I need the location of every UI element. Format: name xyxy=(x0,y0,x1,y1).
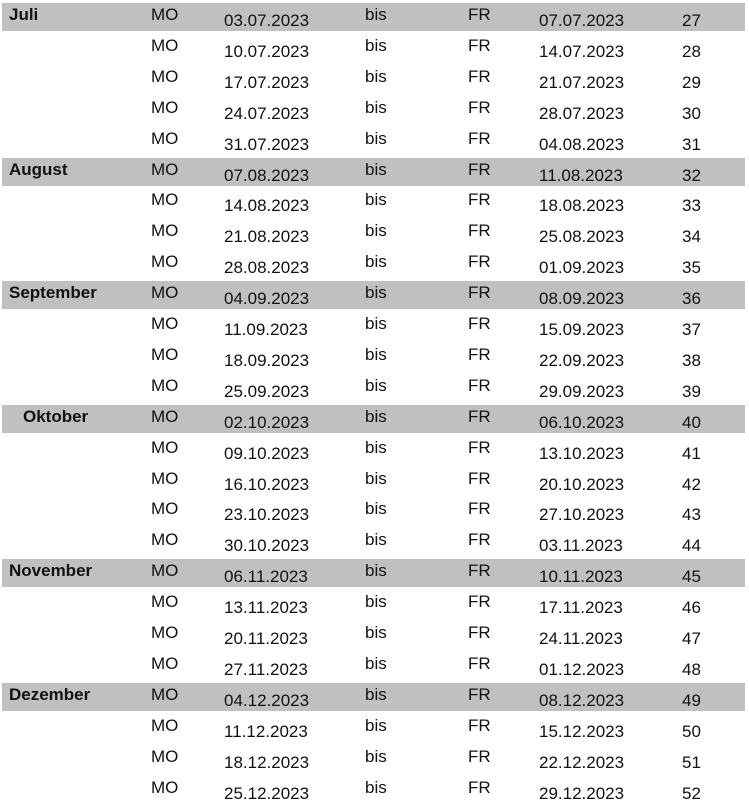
range-separator: bis xyxy=(365,715,387,735)
end-weekday: FR xyxy=(468,190,491,210)
week-number: 44 xyxy=(682,536,701,556)
range-separator: bis xyxy=(365,344,387,364)
week-row xyxy=(0,587,749,618)
start-weekday: MO xyxy=(151,283,179,303)
range-separator: bis xyxy=(365,97,387,117)
end-weekday: FR xyxy=(468,561,491,581)
end-weekday: FR xyxy=(468,252,491,272)
week-row xyxy=(0,124,749,155)
end-date: 03.11.2023 xyxy=(539,536,623,556)
end-date: 08.09.2023 xyxy=(539,289,625,309)
end-date: 13.10.2023 xyxy=(539,443,625,463)
start-date: 03.07.2023 xyxy=(224,11,310,30)
start-weekday: MO xyxy=(151,684,179,704)
range-separator: bis xyxy=(365,159,387,179)
start-date: 14.08.2023 xyxy=(224,196,310,216)
start-weekday: MO xyxy=(151,561,179,581)
end-weekday: FR xyxy=(468,66,491,86)
week-row xyxy=(0,185,749,216)
end-date: 17.11.2023 xyxy=(539,598,623,618)
month-label: November xyxy=(9,561,93,581)
week-row xyxy=(0,649,749,680)
start-date: 16.10.2023 xyxy=(224,474,310,494)
end-weekday: FR xyxy=(468,499,491,519)
range-separator: bis xyxy=(365,777,387,797)
week-row xyxy=(0,433,749,464)
range-separator: bis xyxy=(365,66,387,86)
week-row xyxy=(0,340,749,371)
start-date: 06.11.2023 xyxy=(224,567,308,587)
start-weekday: MO xyxy=(151,221,179,241)
week-row xyxy=(0,371,749,402)
end-date: 20.10.2023 xyxy=(539,474,625,494)
week-number: 45 xyxy=(682,567,701,587)
month-header-row xyxy=(0,278,749,309)
start-weekday: MO xyxy=(151,252,179,272)
week-row xyxy=(0,742,749,773)
start-weekday: MO xyxy=(151,406,179,426)
start-weekday: MO xyxy=(151,66,179,86)
week-number: 42 xyxy=(682,474,701,494)
range-separator: bis xyxy=(365,252,387,272)
start-date: 20.11.2023 xyxy=(224,629,308,648)
start-date: 11.12.2023 xyxy=(224,721,308,741)
start-weekday: MO xyxy=(151,375,179,395)
range-separator: bis xyxy=(365,283,387,303)
week-number: 30 xyxy=(682,103,701,123)
end-weekday: FR xyxy=(468,530,491,550)
week-number: 35 xyxy=(682,258,701,278)
start-date: 18.12.2023 xyxy=(224,752,310,772)
week-number: 47 xyxy=(682,629,701,648)
end-weekday: FR xyxy=(468,159,491,179)
end-weekday: FR xyxy=(468,35,491,55)
week-number: 28 xyxy=(682,41,701,61)
month-header-row xyxy=(0,680,749,711)
end-date: 29.09.2023 xyxy=(539,381,625,401)
range-separator: bis xyxy=(365,561,387,581)
start-weekday: MO xyxy=(151,5,179,24)
week-row xyxy=(0,525,749,556)
start-date: 27.11.2023 xyxy=(224,659,308,679)
end-date: 06.10.2023 xyxy=(539,412,625,432)
start-weekday: MO xyxy=(151,437,179,457)
week-number: 49 xyxy=(682,690,701,710)
start-date: 23.10.2023 xyxy=(224,505,310,525)
end-date: 29.12.2023 xyxy=(539,783,625,803)
range-separator: bis xyxy=(365,746,387,766)
end-weekday: FR xyxy=(468,684,491,704)
month-label: August xyxy=(9,159,68,179)
month-header-row xyxy=(0,0,749,31)
week-number: 46 xyxy=(682,598,701,618)
end-weekday: FR xyxy=(468,314,491,333)
end-date: 07.07.2023 xyxy=(539,11,625,30)
range-separator: bis xyxy=(365,530,387,550)
range-separator: bis xyxy=(365,653,387,673)
start-date: 31.07.2023 xyxy=(224,134,310,154)
range-separator: bis xyxy=(365,623,387,642)
end-date: 22.12.2023 xyxy=(539,752,625,772)
week-number: 37 xyxy=(682,320,701,339)
range-separator: bis xyxy=(365,190,387,210)
range-separator: bis xyxy=(365,684,387,704)
start-weekday: MO xyxy=(151,344,179,364)
month-header-row xyxy=(0,402,749,433)
start-date: 18.09.2023 xyxy=(224,350,310,370)
end-weekday: FR xyxy=(468,592,491,612)
month-header-row xyxy=(0,155,749,186)
end-date: 15.09.2023 xyxy=(539,320,625,339)
week-row xyxy=(0,711,749,742)
week-row xyxy=(0,464,749,495)
end-weekday: FR xyxy=(468,283,491,303)
range-separator: bis xyxy=(365,437,387,457)
week-row xyxy=(0,62,749,93)
start-date: 04.12.2023 xyxy=(224,690,310,710)
start-weekday: MO xyxy=(151,653,179,673)
end-weekday: FR xyxy=(468,406,491,426)
end-date: 04.08.2023 xyxy=(539,134,625,154)
end-weekday: FR xyxy=(468,221,491,241)
end-weekday: FR xyxy=(468,437,491,457)
range-separator: bis xyxy=(365,592,387,612)
end-date: 01.12.2023 xyxy=(539,659,625,679)
range-separator: bis xyxy=(365,406,387,426)
range-separator: bis xyxy=(365,468,387,488)
end-weekday: FR xyxy=(468,746,491,766)
range-separator: bis xyxy=(365,314,387,333)
start-date: 10.07.2023 xyxy=(224,41,310,61)
end-date: 27.10.2023 xyxy=(539,505,625,525)
range-separator: bis xyxy=(365,35,387,55)
week-row xyxy=(0,618,749,649)
start-weekday: MO xyxy=(151,746,179,766)
week-row xyxy=(0,773,749,804)
start-date: 11.09.2023 xyxy=(224,320,308,339)
start-date: 04.09.2023 xyxy=(224,289,310,309)
end-date: 22.09.2023 xyxy=(539,350,625,370)
start-date: 25.12.2023 xyxy=(224,783,310,803)
week-number: 51 xyxy=(682,752,701,772)
week-number: 29 xyxy=(682,72,701,92)
end-date: 10.11.2023 xyxy=(539,567,623,587)
start-weekday: MO xyxy=(151,314,179,333)
end-weekday: FR xyxy=(468,715,491,735)
month-label: Oktober xyxy=(23,406,89,426)
week-number: 39 xyxy=(682,381,701,401)
week-number: 43 xyxy=(682,505,701,525)
start-date: 02.10.2023 xyxy=(224,412,310,432)
week-row xyxy=(0,93,749,124)
month-header-row xyxy=(0,556,749,587)
week-number: 33 xyxy=(682,196,701,216)
end-date: 08.12.2023 xyxy=(539,690,625,710)
week-number: 41 xyxy=(682,443,701,463)
start-weekday: MO xyxy=(151,623,179,642)
end-weekday: FR xyxy=(468,5,491,24)
week-number: 31 xyxy=(682,134,701,154)
week-row xyxy=(0,494,749,525)
week-number: 27 xyxy=(682,11,701,30)
start-weekday: MO xyxy=(151,715,179,735)
start-date: 24.07.2023 xyxy=(224,103,310,123)
week-number: 40 xyxy=(682,412,701,432)
end-date: 25.08.2023 xyxy=(539,227,625,247)
week-number: 48 xyxy=(682,659,701,679)
start-date: 17.07.2023 xyxy=(224,72,310,92)
week-number: 32 xyxy=(682,165,701,185)
week-number: 38 xyxy=(682,350,701,370)
end-date: 14.07.2023 xyxy=(539,41,625,61)
month-label: Dezember xyxy=(9,684,91,704)
start-date: 30.10.2023 xyxy=(224,536,310,556)
end-weekday: FR xyxy=(468,344,491,364)
end-weekday: FR xyxy=(468,653,491,673)
end-date: 21.07.2023 xyxy=(539,72,625,92)
week-number: 50 xyxy=(682,721,701,741)
week-row xyxy=(0,31,749,62)
start-date: 09.10.2023 xyxy=(224,443,310,463)
week-row xyxy=(0,247,749,278)
month-label: Juli xyxy=(9,5,39,24)
start-weekday: MO xyxy=(151,128,179,148)
start-weekday: MO xyxy=(151,592,179,612)
start-date: 21.08.2023 xyxy=(224,227,310,247)
start-weekday: MO xyxy=(151,468,179,488)
week-number: 34 xyxy=(682,227,701,247)
start-weekday: MO xyxy=(151,159,179,179)
range-separator: bis xyxy=(365,5,387,24)
end-weekday: FR xyxy=(468,128,491,148)
end-date: 24.11.2023 xyxy=(539,629,623,648)
week-row xyxy=(0,216,749,247)
end-date: 28.07.2023 xyxy=(539,103,625,123)
start-date: 13.11.2023 xyxy=(224,598,308,618)
end-weekday: FR xyxy=(468,777,491,797)
end-weekday: FR xyxy=(468,623,491,642)
start-weekday: MO xyxy=(151,190,179,210)
range-separator: bis xyxy=(365,499,387,519)
start-date: 28.08.2023 xyxy=(224,258,310,278)
end-date: 15.12.2023 xyxy=(539,721,625,741)
end-date: 01.09.2023 xyxy=(539,258,625,278)
range-separator: bis xyxy=(365,221,387,241)
month-label: September xyxy=(9,283,97,303)
end-weekday: FR xyxy=(468,97,491,117)
start-weekday: MO xyxy=(151,35,179,55)
range-separator: bis xyxy=(365,128,387,148)
week-row xyxy=(0,309,749,340)
start-weekday: MO xyxy=(151,777,179,797)
start-date: 25.09.2023 xyxy=(224,381,310,401)
range-separator: bis xyxy=(365,375,387,395)
end-weekday: FR xyxy=(468,375,491,395)
end-date: 11.08.2023 xyxy=(539,165,623,185)
end-weekday: FR xyxy=(468,468,491,488)
week-number: 52 xyxy=(682,783,701,803)
start-weekday: MO xyxy=(151,97,179,117)
end-date: 18.08.2023 xyxy=(539,196,625,216)
start-weekday: MO xyxy=(151,499,179,519)
start-weekday: MO xyxy=(151,530,179,550)
week-number: 36 xyxy=(682,289,701,309)
start-date: 07.08.2023 xyxy=(224,165,310,185)
